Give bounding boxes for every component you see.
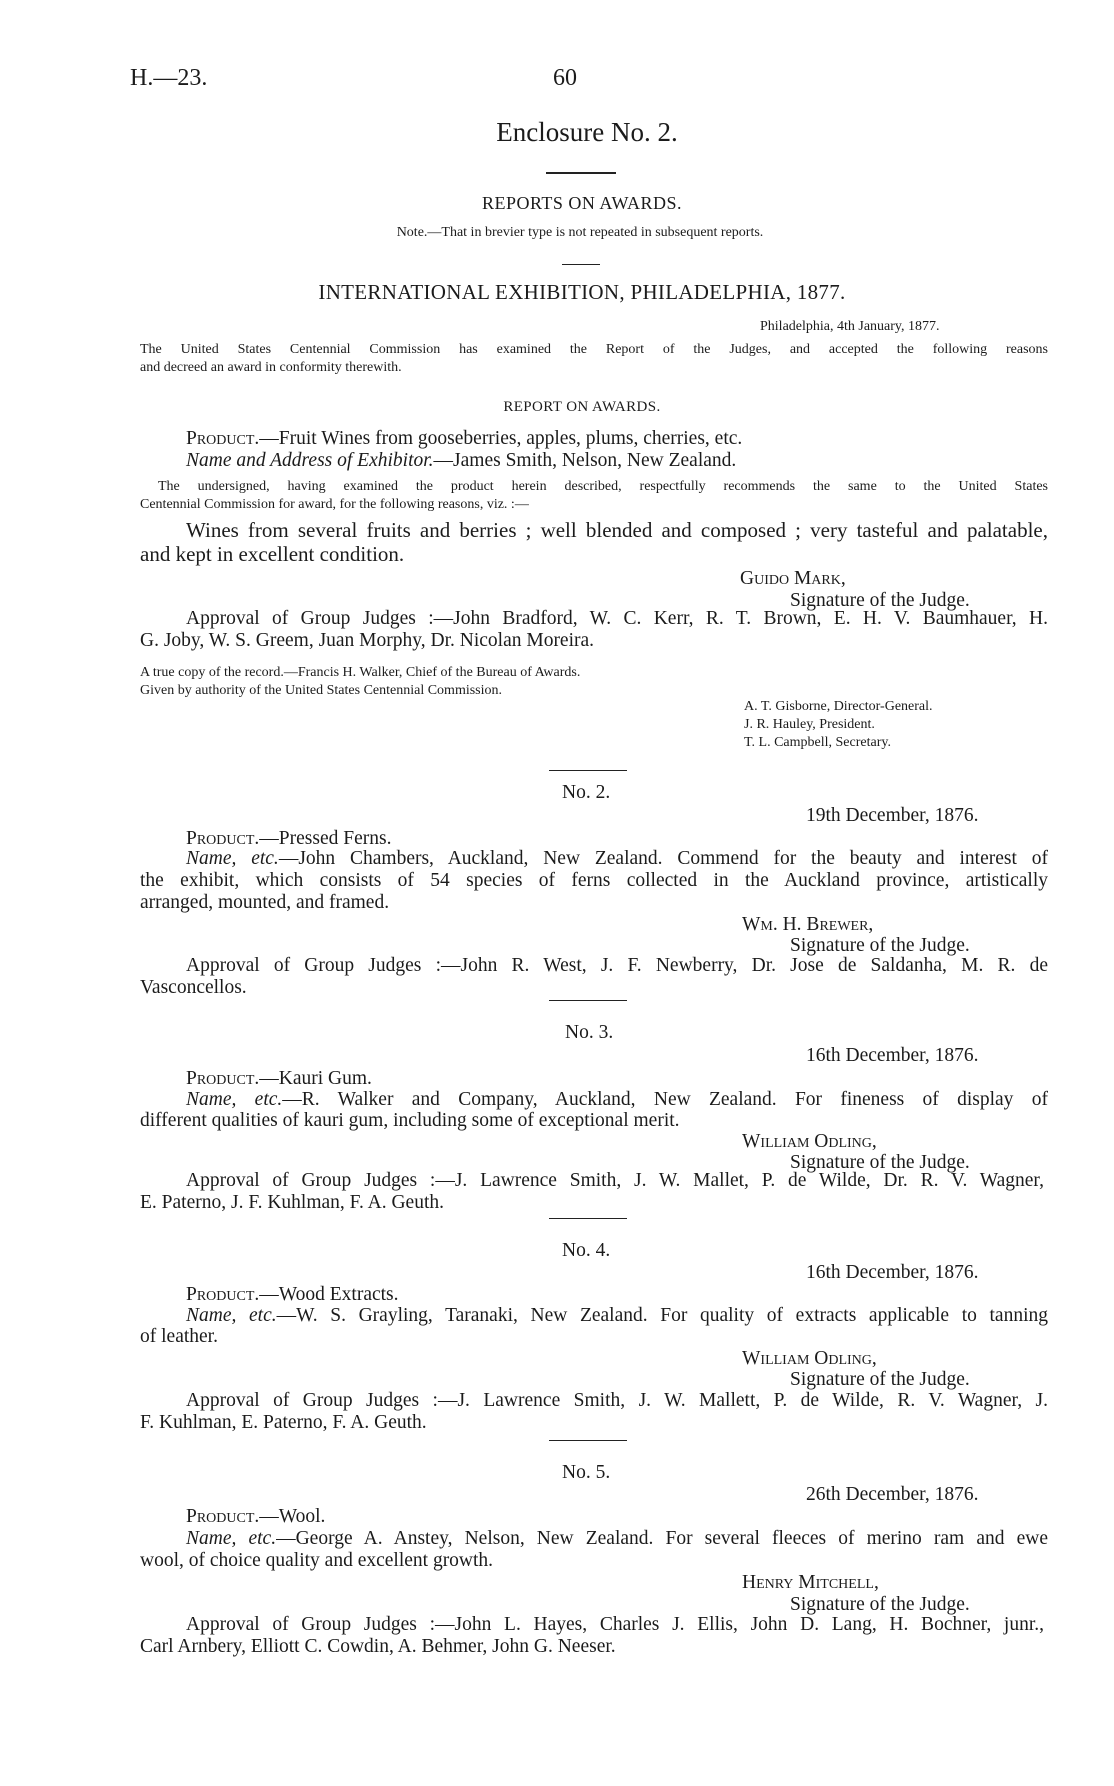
official-director: A. T. Gisborne, Director-General.: [744, 699, 933, 714]
exhibitor-line: [186, 1305, 1048, 1327]
reasons-line2: and kept in excellent condition.: [140, 542, 405, 566]
undersigned-line2: Centennial Commission for award, for the following reasons, viz. :—: [140, 497, 529, 512]
exhibitor-line3: arranged, mounted, and framed.: [140, 892, 390, 913]
exhibitor-label: Name, etc.: [186, 848, 279, 869]
product-value: —Pressed Ferns.: [259, 828, 392, 849]
report-subheading: REPORT ON AWARDS.: [503, 399, 661, 415]
judge-signature: Signature of the Judge.: [790, 590, 970, 611]
divider: [562, 264, 600, 265]
judge-signature: Signature of the Judge.: [790, 1369, 970, 1390]
product-value: —Kauri Gum.: [259, 1068, 372, 1089]
judge-name: Guido Mark,: [740, 568, 846, 589]
product-line: [186, 1068, 372, 1090]
official-president: J. R. Hauley, President.: [744, 717, 875, 732]
enclosure-title: Enclosure No. 2.: [496, 117, 678, 147]
product-label: Product.: [186, 1284, 260, 1305]
approval-line2: Carl Arnbery, Elliott C. Cowdin, A. Behmer, John G. Neeser.: [140, 1636, 616, 1657]
exhibitor-value: —John Chambers, Auckland, New Zealand. Commend for the beauty and interest of: [278, 848, 1048, 869]
exhibitor-value: —W. S. Grayling, Taranaki, New Zealand. For quality of extracts applicable to tanning: [276, 1305, 1048, 1326]
reasons-line1: Wines from several fruits and berries ; well blended and composed ; very tasteful and palatable,: [186, 518, 1048, 542]
exhibitor-label: Name, etc.: [186, 1528, 277, 1549]
product-label: Product.: [186, 1506, 260, 1527]
commission-statement-line2: and decreed an award in conformity therewith.: [140, 360, 402, 375]
judge-name: Wm. H. Brewer,: [742, 914, 874, 935]
product-line: [186, 1284, 399, 1306]
exhibitor-value: —R. Walker and Company, Auckland, New Zealand. For fineness of display of: [282, 1089, 1048, 1110]
report-date: 19th December, 1876.: [806, 805, 979, 826]
approval-line2: Vasconcellos.: [140, 977, 247, 998]
approval-line1: Approval of Group Judges :—J. Lawrence Smith, J. W. Mallet, P. de Wilde, Dr. R. V. Wagner,: [186, 1170, 1044, 1191]
place-date: Philadelphia, 4th January, 1877.: [760, 319, 940, 334]
product-line: [186, 1506, 325, 1528]
exhibitor-label: Name, etc.: [186, 1089, 283, 1110]
exhibitor-line: [186, 1089, 1048, 1111]
product-line: [186, 428, 742, 450]
exhibitor-value: —James Smith, Nelson, New Zealand.: [433, 450, 737, 471]
approval-line1: Approval of Group Judges :—John R. West, J. F. Newberry, Dr. Jose de Saldanha, M. R. de: [186, 955, 1048, 976]
product-value: —Wood Extracts.: [259, 1284, 399, 1305]
product-label: Product.: [186, 828, 260, 849]
report-date: 16th December, 1876.: [806, 1045, 979, 1066]
exhibitor-value: —George A. Anstey, Nelson, New Zealand. For several fleeces of merino ram and ewe: [276, 1528, 1048, 1549]
approval-line1: Approval of Group Judges :—John L. Hayes, Charles J. Ellis, John D. Lang, H. Bochner, junr.,: [186, 1614, 1044, 1635]
given-by: Given by authority of the United States Centennial Commission.: [140, 683, 503, 698]
judge-signature: Signature of the Judge.: [790, 1152, 970, 1173]
divider: [549, 1218, 627, 1219]
divider: [549, 1000, 627, 1001]
report-date: 16th December, 1876.: [806, 1262, 979, 1283]
product-value: —Wool.: [259, 1506, 326, 1527]
approval-line1: Approval of Group Judges :—John Bradford, W. C. Kerr, R. T. Brown, E. H. V. Baumhauer, H.: [186, 608, 1048, 629]
exhibitor-line2: of leather.: [140, 1326, 218, 1347]
official-secretary: T. L. Campbell, Secretary.: [744, 735, 891, 750]
report-number: No. 5.: [562, 1462, 611, 1483]
approval-line2: E. Paterno, J. F. Kuhlman, F. A. Geuth.: [140, 1192, 444, 1213]
divider: [549, 770, 627, 771]
judge-signature: Signature of the Judge.: [790, 1594, 970, 1615]
judge-name: William Odling,: [742, 1348, 877, 1369]
page-number: 60: [553, 65, 577, 91]
exhibitor-line: [186, 1528, 1048, 1550]
report-date: 26th December, 1876.: [806, 1484, 979, 1505]
product-line: [186, 828, 391, 850]
exhibitor-line2: wool, of choice quality and excellent growth.: [140, 1550, 494, 1571]
undersigned-line1: The undersigned, having examined the product herein described, respectfully recommends the same to the United States: [158, 479, 1048, 494]
exhibitor-line2: different qualities of kauri gum, including some of exceptional merit.: [140, 1110, 680, 1131]
judge-name: William Odling,: [742, 1131, 877, 1152]
exhibitor-label: Name and Address of Exhibitor.: [186, 450, 434, 471]
exhibition-heading: INTERNATIONAL EXHIBITION, PHILADELPHIA, 1877.: [318, 280, 846, 304]
judge-signature: Signature of the Judge.: [790, 935, 970, 956]
report-number: No. 3.: [565, 1022, 614, 1043]
judge-name: Henry Mitchell,: [742, 1572, 879, 1593]
report-number: No. 2.: [562, 782, 611, 803]
document-reference: H.—23.: [130, 65, 208, 91]
product-label: Product.: [186, 1068, 260, 1089]
divider: [549, 1440, 627, 1441]
report-number: No. 4.: [562, 1240, 611, 1261]
note: Note.—That in brevier type is not repeated in subsequent reports.: [396, 225, 764, 240]
commission-statement-line1: The United States Centennial Commission has examined the Report of the Judges, and accepted the following reasons: [140, 342, 1048, 357]
exhibitor-line: [186, 848, 1048, 870]
approval-line2: F. Kuhlman, E. Paterno, F. A. Geuth.: [140, 1412, 427, 1433]
approval-line1: Approval of Group Judges :—J. Lawrence Smith, J. W. Mallett, P. de Wilde, R. V. Wagner, J.: [186, 1390, 1048, 1411]
reports-heading: REPORTS ON AWARDS.: [481, 193, 682, 213]
exhibitor-line: [186, 450, 736, 472]
divider: [546, 172, 616, 174]
product-label: Product.: [186, 428, 260, 449]
product-value: —Fruit Wines from gooseberries, apples, plums, cherries, etc.: [259, 428, 743, 449]
true-copy: A true copy of the record.—Francis H. Walker, Chief of the Bureau of Awards.: [140, 665, 581, 680]
approval-line2: G. Joby, W. S. Greem, Juan Morphy, Dr. Nicolan Moreira.: [140, 630, 595, 651]
exhibitor-line2: the exhibit, which consists of 54 species of ferns collected in the Auckland province, artistically: [140, 870, 1048, 891]
exhibitor-label: Name, etc.: [186, 1305, 277, 1326]
